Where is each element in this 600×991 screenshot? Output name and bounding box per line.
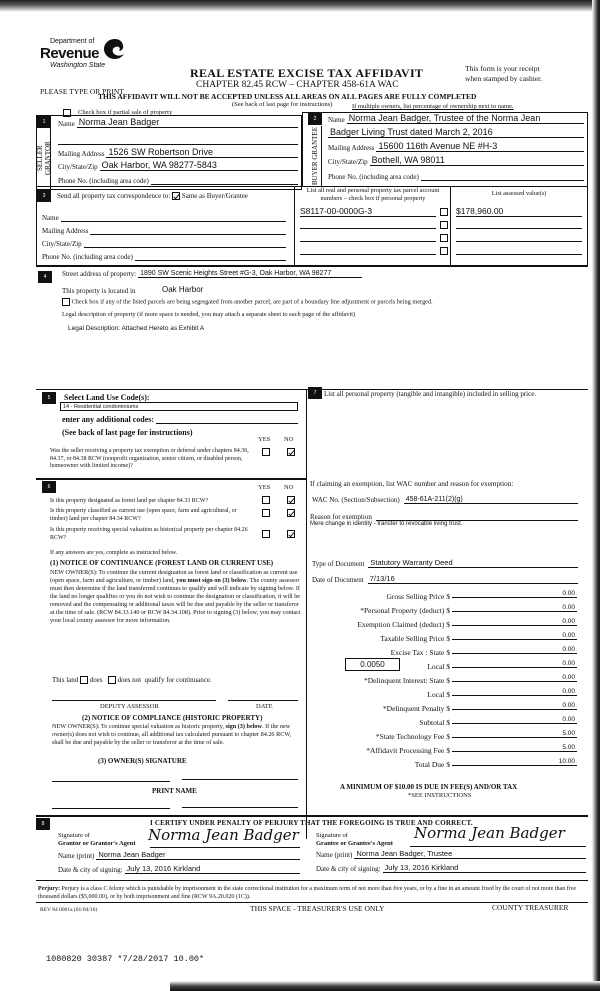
seller-name-field[interactable]: Norma Jean Badger bbox=[77, 118, 298, 128]
excise-tax-local-field[interactable]: 0.00 bbox=[452, 660, 577, 668]
form-revision: REV 84 0001a (01/04/16) bbox=[40, 907, 98, 913]
notice-compliance-text: NEW OWNER(S): To continue special valuation as historic property, sign (3) below. If the new owner(s) does not wish to continue, all additional tax calculated pursuant to chapter 84.26 RCW, shall be due and payable by the seller or transferor at the time of sale. bbox=[52, 723, 292, 746]
scan-right-edge bbox=[592, 0, 600, 991]
gross-selling-price-field[interactable]: 0.00 bbox=[452, 590, 577, 598]
section-badge-7: 7 bbox=[308, 387, 322, 399]
correspondence-name-field[interactable] bbox=[61, 212, 286, 222]
section-badge-8: 8 bbox=[36, 818, 50, 830]
please-type-note: PLEASE TYPE OR PRINT bbox=[40, 87, 124, 96]
section-badge-3: 3 bbox=[37, 190, 51, 202]
perjury-note: Perjury: Perjury is a class C felony which is punishable by imprisonment in the state correctional institution for a maximum term of not more than five years, or by a fine in an amount fixed by the court of not more than five thousand dollars ($5,000.00), or by both imprisonment and fine (RCW 9A.20.020 (1C)). bbox=[38, 886, 577, 900]
column-divider bbox=[306, 389, 307, 839]
parcel-row bbox=[296, 218, 586, 231]
forest-no-checkbox[interactable] bbox=[287, 495, 295, 504]
assessor-date-line[interactable] bbox=[228, 700, 298, 701]
assessed-header: List assessed value(s) bbox=[491, 190, 547, 197]
parcel-row bbox=[296, 244, 586, 257]
historic-yes-checkbox[interactable] bbox=[262, 529, 270, 538]
forest-yes-checkbox[interactable] bbox=[262, 495, 270, 504]
wac-number-field[interactable]: 458-61A-211(2)(g) bbox=[404, 494, 578, 504]
buyer-phone-field[interactable] bbox=[421, 171, 584, 181]
section-badge-1: 1 bbox=[37, 116, 51, 128]
does-qualify-checkbox[interactable] bbox=[80, 676, 88, 684]
buyer-side-label: BUYER GRANTEE bbox=[308, 126, 322, 186]
correspondence-row: Send all property tax correspondence to: Same as Buyer/Grantee bbox=[57, 192, 248, 200]
buyer-name-field-line2[interactable]: Badger Living Trust dated March 2, 2016 bbox=[328, 128, 584, 138]
grantor-signature-line[interactable] bbox=[150, 847, 300, 848]
parcel-number-field[interactable]: S8117-00-0000G-3 bbox=[300, 206, 436, 217]
notice-continuance-text: NEW OWNER(S): To continue the current designation as forest land or classification as current use (open space, farm and agriculture, or timber) land, you must sign on (3) below. The county assessor must then determine if the land transferred continues to qualify and will indicate by signing below. If the land no longer qualifies or you do not wish to continue the designation or classification, it will be removed and the compensating or additional taxes will be due and payable by the seller or transferor at the time of sale. (RCW 84.33.140 or RCW 84.34.108). Prior to signing (3) below, you may contact your local county assessor for more information. bbox=[50, 569, 301, 624]
parcel-header: List all real and personal property tax parcel account numbers – check box if personal property bbox=[306, 187, 440, 202]
owner-signature-line[interactable] bbox=[52, 781, 170, 782]
assessed-value-field[interactable] bbox=[456, 246, 582, 255]
seller-phone-field[interactable] bbox=[151, 175, 298, 185]
buyer-name-field[interactable]: Norma Jean Badger, Trustee of the Norma Jean bbox=[347, 114, 584, 124]
grantee-name-field[interactable]: Norma Jean Badger, Trustee bbox=[354, 849, 586, 859]
certify-statement: I CERTIFY UNDER PENALTY OF PERJURY THAT THE FOREGOING IS TRUE AND CORRECT. bbox=[150, 819, 473, 827]
divider bbox=[36, 478, 306, 480]
multiple-owners-note: If multiple owners, list percentage of ownership next to name. bbox=[352, 103, 514, 110]
treasurer-space-label: THIS SPACE - TREASURER'S USE ONLY bbox=[250, 904, 385, 913]
print-name-line-2[interactable] bbox=[182, 807, 298, 808]
delinquent-penalty-field[interactable]: 0.00 bbox=[452, 702, 577, 710]
grantee-date-city-field[interactable]: July 13, 2016 Kirkland bbox=[383, 863, 586, 873]
divider bbox=[36, 815, 588, 817]
parcel-row bbox=[296, 204, 586, 218]
divider bbox=[36, 266, 588, 267]
local-rate-field[interactable]: 0.0050 bbox=[345, 658, 400, 671]
land-use-select[interactable]: 14 - Residential condominiums bbox=[60, 402, 298, 411]
section-badge-4: 4 bbox=[38, 271, 52, 283]
exemption-question: Was the seller receiving a property tax exemption or deferral under chapters 84.36, 84.37, or 84.38 RCW (nonprofit organization, senior citizen, or disabled person, homeowner with limited income)? bbox=[50, 448, 249, 469]
personal-property-checkbox[interactable] bbox=[440, 247, 448, 255]
segregated-checkbox[interactable] bbox=[62, 298, 70, 306]
personal-property-deduct-field[interactable]: 0.00 bbox=[452, 604, 577, 612]
seller-name-line2[interactable] bbox=[58, 144, 298, 145]
buyer-mailing-field[interactable]: 15600 116th Avenue NE #H-3 bbox=[376, 142, 584, 152]
exemption-claimed-field[interactable]: 0.00 bbox=[452, 618, 577, 626]
additional-codes-field[interactable] bbox=[156, 414, 298, 424]
exemption-no-checkbox[interactable] bbox=[287, 447, 295, 456]
parcel-list bbox=[296, 204, 586, 257]
grantee-signature-line[interactable] bbox=[410, 846, 586, 847]
dor-swirl-icon bbox=[103, 38, 127, 60]
buyer-city-field[interactable]: Bothell, WA 98011 bbox=[370, 156, 584, 166]
document-type-field[interactable]: Statutory Warranty Deed bbox=[368, 558, 578, 568]
property-street-field[interactable]: 1890 SW Scenic Heights Street #G-3, Oak Harbor, WA 98277 bbox=[138, 268, 362, 278]
historic-no-checkbox[interactable] bbox=[287, 529, 295, 538]
correspondence-phone-field[interactable] bbox=[135, 251, 286, 261]
county-treasurer-label: COUNTY TREASURER bbox=[492, 903, 569, 912]
receipt-note: This form is your receipt when stamped by cashier. bbox=[465, 64, 543, 83]
continuance-row: This land does does not qualify for continuance. bbox=[52, 676, 212, 684]
assessed-value-field[interactable]: $178,960.00 bbox=[456, 206, 582, 217]
owner-signature-line-2[interactable] bbox=[182, 779, 298, 780]
subtotal-field[interactable]: 0.00 bbox=[452, 716, 577, 724]
seller-mailing-field[interactable]: 1526 SW Robertson Drive bbox=[106, 148, 298, 158]
personal-property-checkbox[interactable] bbox=[440, 234, 448, 242]
delinquent-interest-local-field[interactable]: 0.00 bbox=[452, 688, 577, 696]
section-badge-6: 6 bbox=[42, 481, 56, 493]
parcel-row bbox=[296, 231, 586, 244]
exemption-reason-text[interactable]: Mere change in identity - transfer to revocable living trust. bbox=[310, 521, 463, 527]
personal-property-checkbox[interactable] bbox=[440, 221, 448, 229]
form-title: REAL ESTATE EXCISE TAX AFFIDAVIT bbox=[190, 66, 424, 80]
legal-description-field[interactable]: Legal Description: Attached Hereto as Exhibit A bbox=[68, 325, 205, 332]
section-badge-2: 2 bbox=[308, 113, 322, 125]
parcel-number-field[interactable] bbox=[300, 233, 436, 242]
total-due-field[interactable]: 10.00 bbox=[452, 758, 577, 766]
state-technology-fee-field[interactable]: 5.00 bbox=[452, 730, 577, 738]
exemption-reason-field[interactable] bbox=[376, 511, 578, 521]
personal-property-checkbox[interactable] bbox=[440, 208, 448, 216]
property-located-field[interactable]: Oak Harbor bbox=[162, 285, 204, 294]
scan-bottom-edge bbox=[170, 981, 600, 991]
section-badge-5: 5 bbox=[42, 392, 56, 404]
parcel-number-field[interactable] bbox=[300, 220, 436, 229]
minimum-due-note: A MINIMUM OF $10.00 IS DUE IN FEE(S) AND/OR TAX bbox=[340, 783, 518, 791]
scan-top-edge bbox=[0, 0, 600, 12]
affidavit-processing-fee-field[interactable]: 5.00 bbox=[452, 744, 577, 752]
delinquent-interest-state-field[interactable]: 0.00 bbox=[452, 674, 577, 682]
parcel-number-field[interactable] bbox=[300, 246, 436, 255]
personal-property-label: List all personal property (tangible and intangible) included in selling price. bbox=[324, 390, 537, 398]
deputy-assessor-line[interactable] bbox=[52, 700, 216, 701]
taxable-selling-price-field[interactable]: 0.00 bbox=[452, 632, 577, 640]
current-use-no-checkbox[interactable] bbox=[287, 508, 295, 517]
dor-logo: Department of Revenue Washington State bbox=[40, 38, 135, 76]
seller-side-label: SELLER GRANTOR bbox=[37, 128, 51, 189]
grantor-name-field[interactable]: Norma Jean Badger bbox=[96, 850, 300, 860]
does-not-qualify-checkbox[interactable] bbox=[108, 676, 116, 684]
segregated-row: Check box if any of the listed parcels are being segregated from another parcel, are part of a boundary line adjustment or parcels being merged. bbox=[62, 298, 433, 306]
partial-sale-label: Check box if partial sale of property bbox=[78, 109, 173, 116]
same-as-buyer-checkbox[interactable] bbox=[172, 192, 180, 200]
form-subtitle: CHAPTER 82.45 RCW – CHAPTER 458-61A WAC bbox=[196, 80, 399, 90]
assessed-value-field[interactable] bbox=[456, 233, 582, 242]
exemption-yes-checkbox[interactable] bbox=[262, 447, 270, 456]
document-date-field[interactable]: 7/13/16 bbox=[368, 574, 578, 584]
correspondence-mailing-field[interactable] bbox=[90, 225, 286, 235]
excise-tax-state-field[interactable]: 0.00 bbox=[452, 646, 577, 654]
divider bbox=[294, 186, 295, 266]
cashier-stamp: 1080820 30387 *7/28/2017 10.00* bbox=[46, 954, 205, 964]
completion-warning: THIS AFFIDAVIT WILL NOT BE ACCEPTED UNLESS ALL AREAS ON ALL PAGES ARE FULLY COMPLETED bbox=[98, 92, 477, 101]
correspondence-city-field[interactable] bbox=[84, 238, 286, 248]
assessed-value-field[interactable] bbox=[456, 220, 582, 229]
print-name-line[interactable] bbox=[52, 808, 170, 809]
seller-city-field[interactable]: Oak Harbor, WA 98277-5843 bbox=[100, 161, 298, 171]
see-back-note: (See back of last page for instructions) bbox=[232, 101, 333, 108]
grantor-date-city-field[interactable]: July 13, 2016 Kirkland bbox=[125, 864, 300, 874]
grantee-signature: Norma Jean Badger bbox=[414, 824, 565, 842]
see-instructions-note: *SEE INSTRUCTIONS bbox=[408, 792, 472, 799]
grantor-signature: Norma Jean Badger bbox=[148, 826, 299, 844]
divider bbox=[36, 880, 588, 881]
current-use-yes-checkbox[interactable] bbox=[262, 508, 270, 517]
